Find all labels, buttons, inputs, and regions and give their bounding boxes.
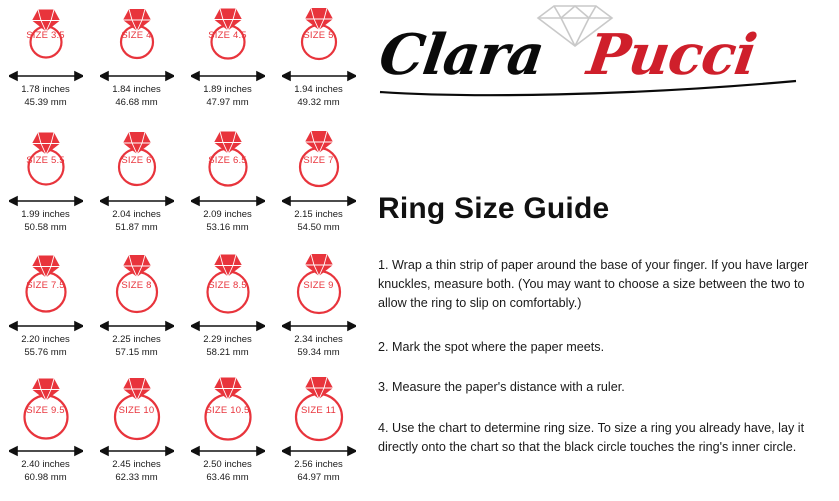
ring-measure-mm: 54.50 mm <box>297 221 340 233</box>
ring-measurements <box>91 209 182 234</box>
ring-illustration <box>186 252 270 322</box>
ring-size-label: SIZE 9 <box>303 280 334 291</box>
ring-measurements <box>0 459 91 484</box>
ring-measure-inches: 2.50 inches <box>203 459 252 470</box>
ring-size-label: SIZE 3.5 <box>26 30 65 41</box>
ring-size-label: SIZE 4 <box>121 30 152 41</box>
ring-cell <box>0 250 91 375</box>
ring-illustration <box>277 127 361 197</box>
ring-measure-mm: 62.33 mm <box>115 471 158 483</box>
ring-illustration <box>4 127 88 197</box>
ring-size-label: SIZE 7 <box>303 155 334 166</box>
ring-measure-inches: 2.40 inches <box>21 459 70 470</box>
ring-measure-mm: 64.97 mm <box>297 471 340 483</box>
ring-cell <box>91 250 182 375</box>
ring-size-label: SIZE 5 <box>303 30 334 41</box>
diameter-arrow <box>100 195 174 207</box>
ring-measurements <box>182 459 273 484</box>
ring-measure-mm: 53.16 mm <box>206 221 249 233</box>
brand-logo <box>372 4 832 104</box>
diameter-arrow <box>191 445 265 457</box>
ring-size-label: SIZE 9.5 <box>26 405 65 416</box>
ring-illustration <box>95 127 179 197</box>
ring-size-label: SIZE 6 <box>121 155 152 166</box>
ring-cell <box>182 125 273 250</box>
ring-illustration <box>4 2 88 72</box>
logo-underline <box>378 78 798 98</box>
diameter-arrow <box>191 70 265 82</box>
ring-measure-inches: 1.99 inches <box>21 209 70 220</box>
ring-measure-mm: 58.21 mm <box>206 346 249 358</box>
ring-cell <box>0 0 91 125</box>
ring-measure-mm: 46.68 mm <box>115 96 158 108</box>
ring-measure-inches: 2.20 inches <box>21 334 70 345</box>
ring-cell <box>182 0 273 125</box>
ring-measurements <box>182 209 273 234</box>
ring-cell <box>0 375 91 500</box>
ring-illustration <box>277 2 361 72</box>
ring-measure-mm: 45.39 mm <box>24 96 67 108</box>
ring-measurements <box>0 209 91 234</box>
ring-size-label: SIZE 8.5 <box>208 280 247 291</box>
ring-measure-mm: 50.58 mm <box>24 221 67 233</box>
ring-illustration <box>186 2 270 72</box>
ring-measure-inches: 2.15 inches <box>294 209 343 220</box>
diameter-arrow <box>9 195 83 207</box>
ring-illustration <box>277 252 361 322</box>
ring-size-label: SIZE 5.5 <box>26 155 65 166</box>
ring-illustration <box>186 127 270 197</box>
ring-measure-inches: 2.25 inches <box>112 334 161 345</box>
ring-cell <box>182 375 273 500</box>
ring-measure-inches: 1.89 inches <box>203 84 252 95</box>
brand-name-first: Clara <box>375 22 548 88</box>
ring-illustration <box>4 252 88 322</box>
ring-measurements <box>273 334 364 359</box>
ring-cell <box>273 375 364 500</box>
ring-measure-inches: 2.34 inches <box>294 334 343 345</box>
ring-cell <box>273 250 364 375</box>
ring-measure-mm: 63.46 mm <box>206 471 249 483</box>
guide-step-4: 4. Use the chart to determine ring size. To size a ring you already have, lay it directly onto the chart so that the black circle touches the ring's inner circle. <box>378 421 805 454</box>
ring-measure-inches: 2.09 inches <box>203 209 252 220</box>
ring-illustration <box>277 377 361 447</box>
ring-size-label: SIZE 7.5 <box>26 280 65 291</box>
ring-cell <box>0 125 91 250</box>
ring-measure-inches: 2.56 inches <box>294 459 343 470</box>
page-title: Ring Size Guide <box>378 192 610 225</box>
diameter-arrow <box>100 445 174 457</box>
ring-measurements <box>182 334 273 359</box>
ring-measure-inches: 2.45 inches <box>112 459 161 470</box>
ring-cell <box>91 125 182 250</box>
ring-measurements <box>273 459 364 484</box>
ring-cell <box>91 0 182 125</box>
diameter-arrow <box>100 70 174 82</box>
ring-measurements <box>0 334 91 359</box>
ring-measure-mm: 49.32 mm <box>297 96 340 108</box>
ring-illustration <box>95 377 179 447</box>
ring-measure-mm: 60.98 mm <box>24 471 67 483</box>
diameter-arrow <box>191 195 265 207</box>
ring-size-chart <box>0 0 364 501</box>
ring-measurements <box>273 209 364 234</box>
ring-measurements <box>0 84 91 109</box>
ring-size-label: SIZE 6.5 <box>208 155 247 166</box>
ring-measure-inches: 1.84 inches <box>112 84 161 95</box>
diameter-arrow <box>100 320 174 332</box>
guide-step-3: 3. Measure the paper's distance with a ruler. <box>378 380 625 394</box>
ring-illustration <box>95 252 179 322</box>
ring-cell <box>91 375 182 500</box>
ring-measure-mm: 55.76 mm <box>24 346 67 358</box>
brand-name-second: Pucci <box>583 22 760 88</box>
ring-illustration <box>95 2 179 72</box>
ring-measurements <box>91 334 182 359</box>
diameter-arrow <box>9 445 83 457</box>
ring-illustration <box>186 377 270 447</box>
diameter-arrow <box>191 320 265 332</box>
ring-measure-mm: 47.97 mm <box>206 96 249 108</box>
ring-measure-inches: 2.04 inches <box>112 209 161 220</box>
ring-grid <box>0 0 364 500</box>
diameter-arrow <box>282 195 356 207</box>
ring-measure-inches: 1.94 inches <box>294 84 343 95</box>
guide-panel <box>364 0 839 501</box>
ring-measure-mm: 51.87 mm <box>115 221 158 233</box>
diameter-arrow <box>9 70 83 82</box>
guide-step-1: 1. Wrap a thin strip of paper around the base of your finger. If you have larger knuckles, measure both. (You may want to choose a size between the two to allow the ring to slip on comfortably.) <box>378 258 809 310</box>
ring-measure-inches: 2.29 inches <box>203 334 252 345</box>
ring-measure-inches: 1.78 inches <box>21 84 70 95</box>
ring-cell <box>273 125 364 250</box>
ring-measurements <box>182 84 273 109</box>
ring-measure-mm: 57.15 mm <box>115 346 158 358</box>
ring-cell <box>273 0 364 125</box>
ring-measurements <box>91 84 182 109</box>
ring-size-label: SIZE 10 <box>118 405 155 416</box>
ring-illustration <box>4 377 88 447</box>
guide-step-2: 2. Mark the spot where the paper meets. <box>378 340 605 354</box>
ring-measurements <box>273 84 364 109</box>
diameter-arrow <box>282 445 356 457</box>
ring-size-label: SIZE 10.5 <box>205 405 250 416</box>
diameter-arrow <box>9 320 83 332</box>
ring-measure-mm: 59.34 mm <box>297 346 340 358</box>
ring-size-label: SIZE 11 <box>300 405 337 416</box>
diameter-arrow <box>282 70 356 82</box>
ring-cell <box>182 250 273 375</box>
diameter-arrow <box>282 320 356 332</box>
ring-measurements <box>91 459 182 484</box>
ring-size-label: SIZE 4.5 <box>208 30 247 41</box>
ring-size-label: SIZE 8 <box>121 280 152 291</box>
